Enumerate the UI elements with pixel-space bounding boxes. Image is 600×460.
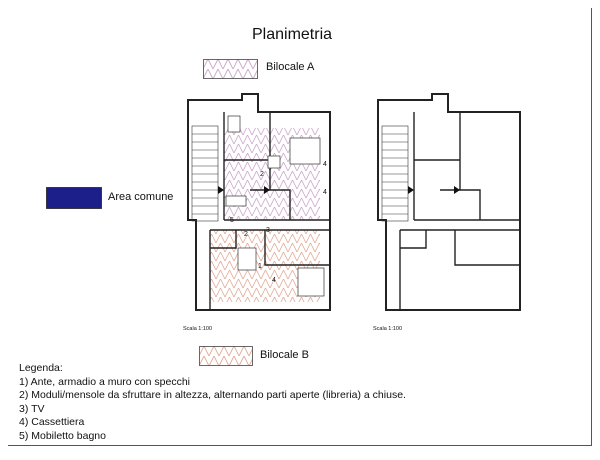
bilocale-a-label: Bilocale A [266,61,315,73]
area-comune-swatch [46,187,102,209]
furniture-number: 5 [230,217,234,224]
legend-item: 5) Mobiletto bagno [19,429,106,442]
furniture-number: 2 [244,231,248,238]
legend-heading: Legenda: [19,362,63,374]
floor-plan-furnished [180,90,350,325]
scale-label-right: Scala 1:100 [373,326,403,332]
area-comune-fill [47,188,102,209]
legend-item: 3) TV [19,402,45,415]
bilocale-a-swatch [203,59,258,79]
legend-item: 1) Ante, armadio a muro con specchi [19,375,191,388]
furniture-number: 1 [258,263,262,270]
page-title: Planimetria [252,26,333,43]
floor-plan-unfurnished [370,90,540,325]
furniture-number: 3 [266,227,270,234]
legend [19,362,406,444]
furniture-number: 4 [323,189,327,196]
furniture-number: 4 [272,277,276,284]
furniture-number: 4 [323,161,327,168]
legend-item: 2) Moduli/mensole da sfruttare in altezza, alternando parti aperte (libreria) a chiuse. [19,389,406,402]
area-comune-label: Area comune [108,191,174,203]
legend-item: 4) Cassettiera [19,416,85,429]
bilocale-b-label: Bilocale B [260,349,309,361]
scale-label-left: Scala 1:100 [183,326,213,332]
furniture-number: 2 [260,171,264,178]
